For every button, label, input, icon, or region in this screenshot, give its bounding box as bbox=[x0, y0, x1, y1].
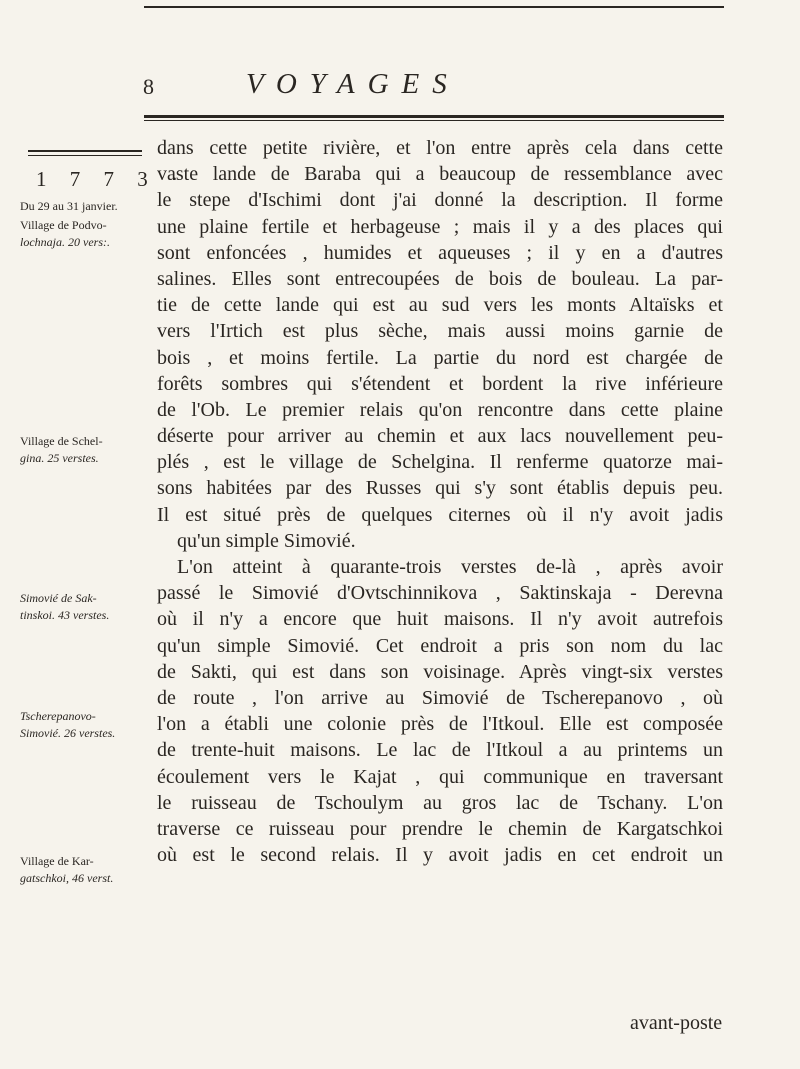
margin-note-line: Tscherepanovo- bbox=[20, 709, 96, 723]
margin-note-line: Simovié. 26 verstes. bbox=[20, 726, 116, 740]
text-line: de trente-huit maisons. Le lac de l'Itkoul a au printems un bbox=[157, 739, 723, 762]
margin-note-line: Village de Podvo- bbox=[20, 218, 107, 232]
text-line: de l'Ob. Le premier relais qu'on rencontre dans cette plaine bbox=[157, 398, 723, 421]
margin-note-line: Du 29 au 31 janvier. bbox=[20, 199, 118, 213]
margin-note-line: Village de Kar- bbox=[20, 854, 94, 868]
header-rule bbox=[144, 115, 724, 118]
text-line: de Sakti, qui est dans son voisinage. Après vingt-six verstes bbox=[157, 660, 723, 683]
header-rule-thin bbox=[144, 120, 724, 121]
text-line: forêts sombres qui s'étendent et bordent la rive inférieure bbox=[157, 372, 723, 395]
catchword: avant-poste bbox=[630, 1012, 723, 1034]
text-line: vers l'Irtich est plus sèche, mais aussi moins garnie de bbox=[157, 320, 723, 343]
text-line: L'on atteint à quarante-trois verstes de-là , après avoir bbox=[177, 556, 723, 578]
text-line: où est le second relais. Il y avoit jadis en cet endroit un bbox=[157, 844, 723, 867]
text-line: traverse ce ruisseau pour prendre le chemin de Kargatschkoi bbox=[157, 817, 723, 840]
text-line: qu'un simple Simovié. Cet endroit a pris son nom du lac bbox=[157, 634, 723, 657]
text-line: le ruisseau de Tschoulym au gros lac de Tschany. L'on bbox=[157, 791, 723, 814]
text-line: tie de cette lande qui est au sud vers les monts Altaïsks et bbox=[157, 294, 723, 317]
text-line: bois , et moins fertile. La partie du nord est chargée de bbox=[157, 346, 723, 369]
margin-note-line: tinskoi. 43 verstes. bbox=[20, 608, 110, 622]
text-line: l'on a établi une colonie près de l'Itkoul. Elle est composée bbox=[157, 713, 723, 736]
text-line: dans cette petite rivière, et l'on entre après cela dans cette bbox=[157, 137, 723, 159]
text-line: salines. Elles sont entrecoupées de bois de bouleau. La par- bbox=[157, 267, 723, 290]
margin-note-tscherepanovo bbox=[20, 708, 144, 742]
text-line: plés , est le village de Schelgina. Il renferme quatorze mai- bbox=[157, 451, 723, 474]
page-number: 8 bbox=[143, 74, 154, 99]
running-head: VOYAGES bbox=[246, 68, 460, 100]
margin-note-line: Simovié de Sak- bbox=[20, 591, 97, 605]
margin-note-line: lochnaja. 20 vers:. bbox=[20, 235, 110, 249]
text-line: une plaine fertile et herbageuse ; mais il y a des places qui bbox=[157, 215, 723, 238]
text-line: déserte pour arriver au chemin et aux lacs nouvellement peu- bbox=[157, 425, 723, 448]
text-line: qu'un simple Simovié. bbox=[177, 529, 356, 552]
margin-note-date bbox=[20, 198, 144, 215]
text-line: sont enfoncées , humides et aqueuses ; il y en a d'autres bbox=[157, 241, 723, 264]
margin-note-schelgina bbox=[20, 433, 144, 467]
margin-rule bbox=[28, 150, 142, 152]
margin-note-kargatschkoi bbox=[20, 853, 144, 887]
text-line: vaste lande de Baraba qui a beaucoup de ressemblance avec bbox=[157, 163, 723, 186]
text-line: où il n'y a encore que huit maisons. Il n'y avoit autrefois bbox=[157, 608, 723, 631]
text-line: sons habitées par des Russes qui s'y sont établis depuis peu. bbox=[157, 477, 723, 500]
text-line: écoulement vers le Kajat , qui communique en traversant bbox=[157, 765, 723, 788]
text-line: de route , l'on arrive au Simovié de Tscherepanovo , où bbox=[157, 686, 723, 709]
margin-rule-thin bbox=[28, 155, 142, 156]
margin-note-podvolochnaja bbox=[20, 217, 144, 251]
text-line: passé le Simovié d'Ovtschinnikova , Saktinskaja - Derevna bbox=[157, 582, 723, 605]
margin-note-line: Village de Schel- bbox=[20, 434, 103, 448]
text-line: le stepe d'Ischimi dont j'ai donné la description. Il forme bbox=[157, 189, 723, 212]
margin-note-saktinskoi bbox=[20, 590, 144, 624]
top-edge-rule bbox=[144, 6, 724, 8]
body-text bbox=[157, 135, 723, 868]
margin-note-line: gatschkoi, 46 verst. bbox=[20, 871, 114, 885]
text-line: Il est situé près de quelques citernes où il n'y avoit jadis bbox=[157, 503, 723, 526]
margin-note-line: gina. 25 verstes. bbox=[20, 451, 99, 465]
margin-year: 1 7 7 3 · bbox=[36, 167, 187, 191]
